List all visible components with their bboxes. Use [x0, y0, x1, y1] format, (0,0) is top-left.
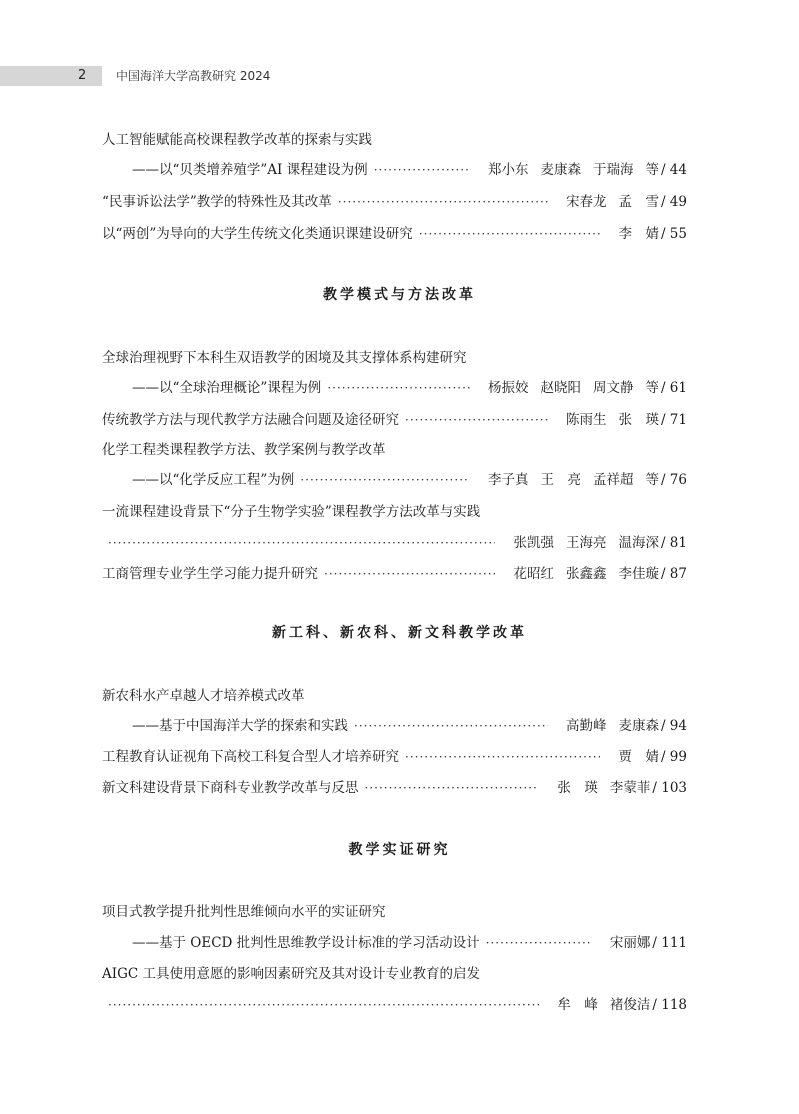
leader-dots	[300, 473, 470, 487]
entry-page: / 118	[652, 997, 687, 1013]
entry-subtitle: ——以“贝类增养殖学”AI 课程建设为例	[132, 162, 368, 178]
entry-authors: 宋丽娜	[609, 935, 651, 951]
entry-page: / 55	[660, 226, 687, 242]
entry-page: / 71	[660, 412, 687, 428]
entry-authors: 李子真 王 亮 孟祥超 等	[487, 472, 659, 488]
leader-dots	[486, 936, 592, 950]
entry-authors: 贾 婧	[618, 749, 659, 765]
entry-subtitle: ——以“全球治理概论”课程为例	[132, 380, 322, 396]
entry-authors: 陈雨生 张 瑛	[565, 412, 659, 428]
toc-entry[interactable]	[132, 158, 687, 178]
leader-dots	[419, 227, 601, 241]
toc-entry[interactable]	[102, 531, 687, 551]
entry-authors: 高勤峰 麦康森	[565, 718, 659, 734]
toc-entry[interactable]	[102, 562, 687, 582]
entry-title: 工商管理专业学生学习能力提升研究	[102, 566, 318, 582]
leader-dots	[108, 998, 539, 1012]
entry-authors: 宋春龙 孟 雪	[565, 194, 659, 210]
toc-entry[interactable]	[102, 776, 687, 796]
entry-title: 工程教育认证视角下高校工科复合型人才培养研究	[102, 749, 399, 765]
leader-dots	[324, 567, 495, 581]
entry-title: 传统教学方法与现代教学方法融合问题及途径研究	[102, 412, 399, 428]
entry-subtitle: ——以“化学反应工程”为例	[132, 472, 295, 488]
entry-title: 新文科建设背景下商科专业教学改革与反思	[102, 780, 359, 796]
toc-entry-title[interactable]: 全球治理视野下本科生双语教学的困境及其支撑体系构建研究	[102, 350, 467, 366]
section-heading: 教学实证研究	[348, 842, 451, 858]
section-heading: 教学模式与方法改革	[323, 287, 476, 303]
toc-entry[interactable]	[102, 190, 687, 210]
leader-dots	[405, 750, 600, 764]
journal-title: 中国海洋大学高教研究 2024	[116, 69, 271, 83]
toc-entry-title[interactable]: AIGC 工具使用意愿的影响因素研究及其对设计专业教育的启发	[102, 966, 480, 982]
entry-page: / 76	[660, 472, 687, 488]
section-heading: 新工科、新农科、新文科教学改革	[272, 625, 527, 641]
toc-entry[interactable]	[132, 714, 687, 734]
entry-authors: 张凯强 王海亮 温海深	[513, 535, 659, 551]
entry-title: 以“两创”为导向的大学生传统文化类通识课建设研究	[102, 226, 413, 242]
entry-page: / 99	[660, 749, 687, 765]
entry-page: / 103	[652, 780, 687, 796]
entry-authors: 花昭红 张鑫鑫 李佳璇	[513, 566, 659, 582]
entry-page: / 81	[660, 535, 687, 551]
entry-page: / 61	[660, 380, 687, 396]
entry-authors: 郑小东 麦康森 于瑞海 等	[487, 162, 659, 178]
entry-subtitle: ——基于中国海洋大学的探索和实践	[132, 718, 348, 734]
leader-dots	[354, 719, 548, 733]
entry-page: / 94	[660, 718, 687, 734]
leader-dots	[374, 163, 470, 177]
toc-entry[interactable]	[102, 222, 687, 242]
entry-authors: 李 婧	[618, 226, 659, 242]
toc-entry[interactable]	[132, 376, 687, 396]
toc-entry-title[interactable]: 一流课程建设背景下“分子生物学实验”课程教学方法改革与实践	[102, 504, 481, 520]
entry-title: “民事诉讼法学”教学的特殊性及其改革	[102, 194, 332, 210]
leader-dots	[365, 781, 540, 795]
leader-dots	[108, 536, 495, 550]
page-number: 2	[78, 68, 87, 83]
leader-dots	[338, 195, 548, 209]
toc-entry[interactable]	[102, 408, 687, 428]
toc-entry-title[interactable]: 项目式教学提升批判性思维倾向水平的实证研究	[102, 904, 386, 920]
toc-entry[interactable]	[132, 931, 687, 951]
entry-authors: 张 瑛 李蒙菲	[557, 780, 651, 796]
entry-page: / 87	[660, 566, 687, 582]
toc-entry-title[interactable]: 新农科水产卓越人才培养模式改革	[102, 688, 305, 704]
toc-entry-title[interactable]: 化学工程类课程教学方法、教学案例与教学改革	[102, 442, 386, 458]
leader-dots	[327, 381, 470, 395]
entry-page: / 49	[660, 194, 687, 210]
leader-dots	[405, 413, 548, 427]
entry-authors: 牟 峰 褚俊洁	[557, 997, 651, 1013]
entry-authors: 杨振姣 赵晓阳 周文静 等	[487, 380, 659, 396]
entry-subtitle: ——基于 OECD 批判性思维教学设计标准的学习活动设计	[132, 935, 480, 951]
toc-entry[interactable]	[102, 745, 687, 765]
header-bar	[0, 66, 102, 86]
entry-page: / 111	[652, 935, 687, 951]
entry-page: / 44	[660, 162, 687, 178]
toc-entry[interactable]	[102, 993, 687, 1013]
toc-entry-title[interactable]: 人工智能赋能高校课程教学改革的探索与实践	[102, 132, 372, 148]
toc-entry[interactable]	[132, 468, 687, 488]
